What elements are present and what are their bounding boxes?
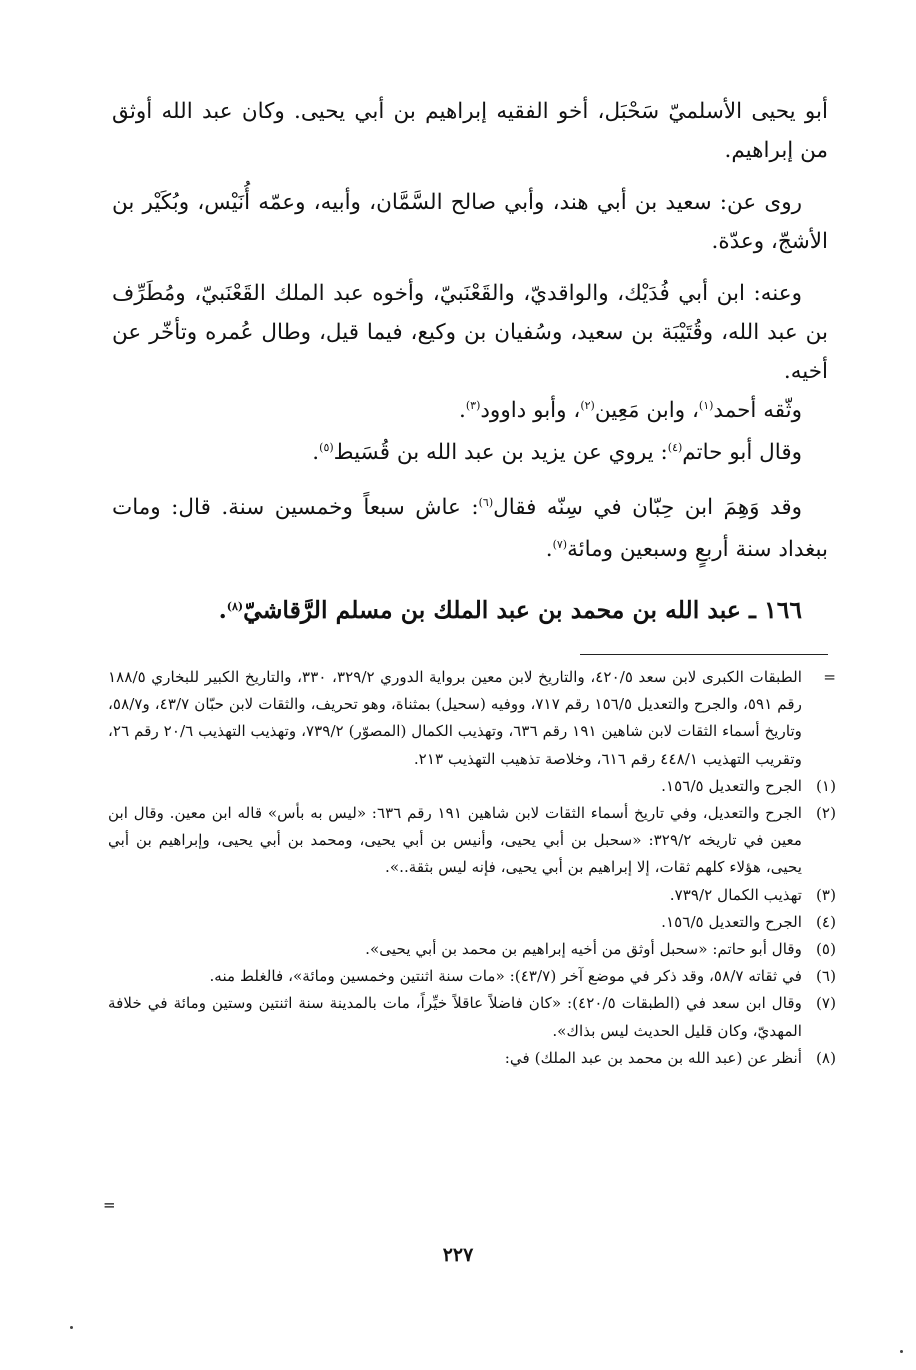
continuation-mark: = [103, 1196, 116, 1214]
footnote-number: (١) [815, 776, 836, 795]
footnote-text: وقال أبو حاتم: «سحبل أوثق من أخيه إبراهيم بن محمد بن أبي يحيى». [365, 940, 802, 959]
footnote-marker: (٢) [580, 399, 595, 412]
footnote-text: أنظر عن (عبد الله بن محمد بن عبد الملك) في: [504, 1048, 802, 1067]
footnote-item [108, 909, 836, 936]
text-segment: وقال أبو حاتم [682, 440, 802, 465]
footnote-item [108, 963, 836, 990]
entry-heading [112, 590, 828, 635]
paragraph-tawthiq [112, 391, 828, 433]
footnote-item [108, 1045, 836, 1072]
main-text [112, 92, 828, 635]
footnote-marker: (٤) [667, 441, 683, 454]
text-segment: : عاش سبعاً وخمسين سنة. قال: ومات ببغداد سنة أربعٍ وسبعين ومائة [112, 495, 828, 562]
scan-speck [900, 1350, 903, 1353]
footnote-item [108, 664, 836, 773]
text-segment: . [218, 596, 227, 624]
footnote-number: (٦) [815, 967, 836, 986]
paragraph-intro: أبو يحيى الأسلميّ سَحْبَل، أخو الفقيه إبراهيم بن أبي يحيى. وكان عبد الله أوثق من إبراهيم. [112, 99, 828, 163]
text-segment: . [312, 440, 320, 465]
footnote-item [108, 936, 836, 963]
footnote-number: (٨) [815, 1048, 836, 1067]
text-segment: ، وأبو داوود [480, 398, 581, 423]
footnotes [108, 664, 836, 1072]
footnote-text: الطبقات الكبرى لابن سعد ٤٢٠/٥، والتاريخ لابن معين برواية الدوري ٣٢٩/٢، ٣٣٠، والتاريخ الكبير للبخاري ١٨٨/٥ رقم ٥٩١، والجرح والتعديل ١٥٦/٥ رقم ٧١٧، ووفيه (سحيل) بمثناة، وهو تحريف، والثقات لابن حبّان ٤٣/٧، و٥٨/٧، وتاريخ أسماء الثقات لابن شاهين ١٩١ رقم ٦٣٦، وتهذيب الكمال (المصوّر) ٧٣٩/٢، وتهذيب التهذيب ٢٠/٦ رقم ٢٦، وتقريب التهذيب ٤٤٨/١ رقم ٦١٦، وخلاصة تذهيب التهذيب ٢١٣. [108, 668, 803, 768]
footnote-divider [580, 654, 828, 655]
paragraph-narrators: وعنه: ابن أبي فُدَيْك، والواقديّ، والقَعْنَبيّ، وأخوه عبد الملك القَعْنَبيّ، ومُطَرِّف بن عبد الله، وقُتَيْبَة بن سعيد، وسُفيان بن وكيع، فيما قيل، وطال عُمره وتأخّر عن أخيه. [112, 281, 828, 384]
footnote-marker: (١) [698, 399, 714, 412]
footnote-text: الجرح والتعديل، وفي تاريخ أسماء الثقات لابن شاهين ١٩١ رقم ٦٣٦: «ليس به بأس» قاله ابن معين. وقال ابن معين في تاريخه ٣٢٩/٢: «سحبل بن أبي يحيى، وأنيس بن أبي يحيى، ومحمد بن أبي يحيى، وإبراهيم بن أبي يحيى، هؤلاء كلهم ثقات، إلا إبراهيم بن أبي يحيى، فإنه ليس بثقة..». [108, 804, 803, 877]
footnote-text: وقال ابن سعد في (الطبقات ٤٢٠/٥): «كان فاضلاً عاقلاً خيِّراً، مات بالمدينة سنة اثنتين وستين ومائة في خلافة المهديّ، وكان قليل الحديث ليس بذاك». [108, 994, 802, 1040]
footnote-marker: (٧) [552, 538, 568, 551]
text-segment: ، وابن مَعِين [594, 398, 699, 423]
footnote-number: (٣) [815, 885, 836, 904]
footnote-number: (٥) [815, 940, 836, 959]
footnote-marker: (٨) [226, 600, 244, 613]
text-segment: . [545, 537, 553, 562]
paragraph-ibn-hibban [112, 488, 828, 572]
footnote-number: (٧) [815, 994, 836, 1013]
footnote-text: الجرح والتعديل ١٥٦/٥. [661, 776, 802, 795]
footnote-marker: (٥) [319, 441, 334, 454]
footnote-text: في ثقاته ٥٨/٧، وقد ذكر في موضع آخر (٤٣/٧): «مات سنة اثنتين وخمسين ومائة»، فالغلط منه. [209, 967, 802, 986]
paragraph-abu-hatim [112, 433, 828, 475]
text-segment: : يروي عن يزيد بن عبد الله بن قُسَيط [333, 440, 668, 465]
page-number: ٢٢٧ [442, 1244, 474, 1266]
text-segment: وثّقه أحمد [713, 398, 802, 423]
footnote-text: تهذيب الكمال ٧٣٩/٢. [669, 885, 802, 904]
heading-text: ١٦٦ ـ عبد الله بن محمد بن عبد الملك بن مسلم الرَّقاشيّ [243, 596, 802, 624]
footnote-number: (٢) [815, 804, 836, 823]
footnote-item [108, 773, 836, 800]
footnote-text: الجرح والتعديل ١٥٦/٥. [661, 912, 802, 931]
text-segment: وقد وَهِمَ ابن حِبّان في سِنّه فقال [493, 495, 802, 520]
footnote-marker: (٣) [465, 399, 481, 412]
scan-speck [70, 1326, 73, 1329]
footnote-marker: (٦) [478, 496, 494, 509]
footnote-number: (٤) [815, 912, 836, 931]
footnote-item [108, 990, 836, 1044]
footnote-number: = [823, 668, 836, 686]
footnote-item [108, 800, 836, 882]
footnote-item [108, 882, 836, 909]
text-segment: . [459, 398, 466, 423]
paragraph-narrated-from: روى عن: سعيد بن أبي هند، وأبي صالح السَّمَّان، وأبيه، وعمّه أُنَيْس، وبُكَيْر بن الأشجّ، وعدّة. [112, 190, 828, 254]
